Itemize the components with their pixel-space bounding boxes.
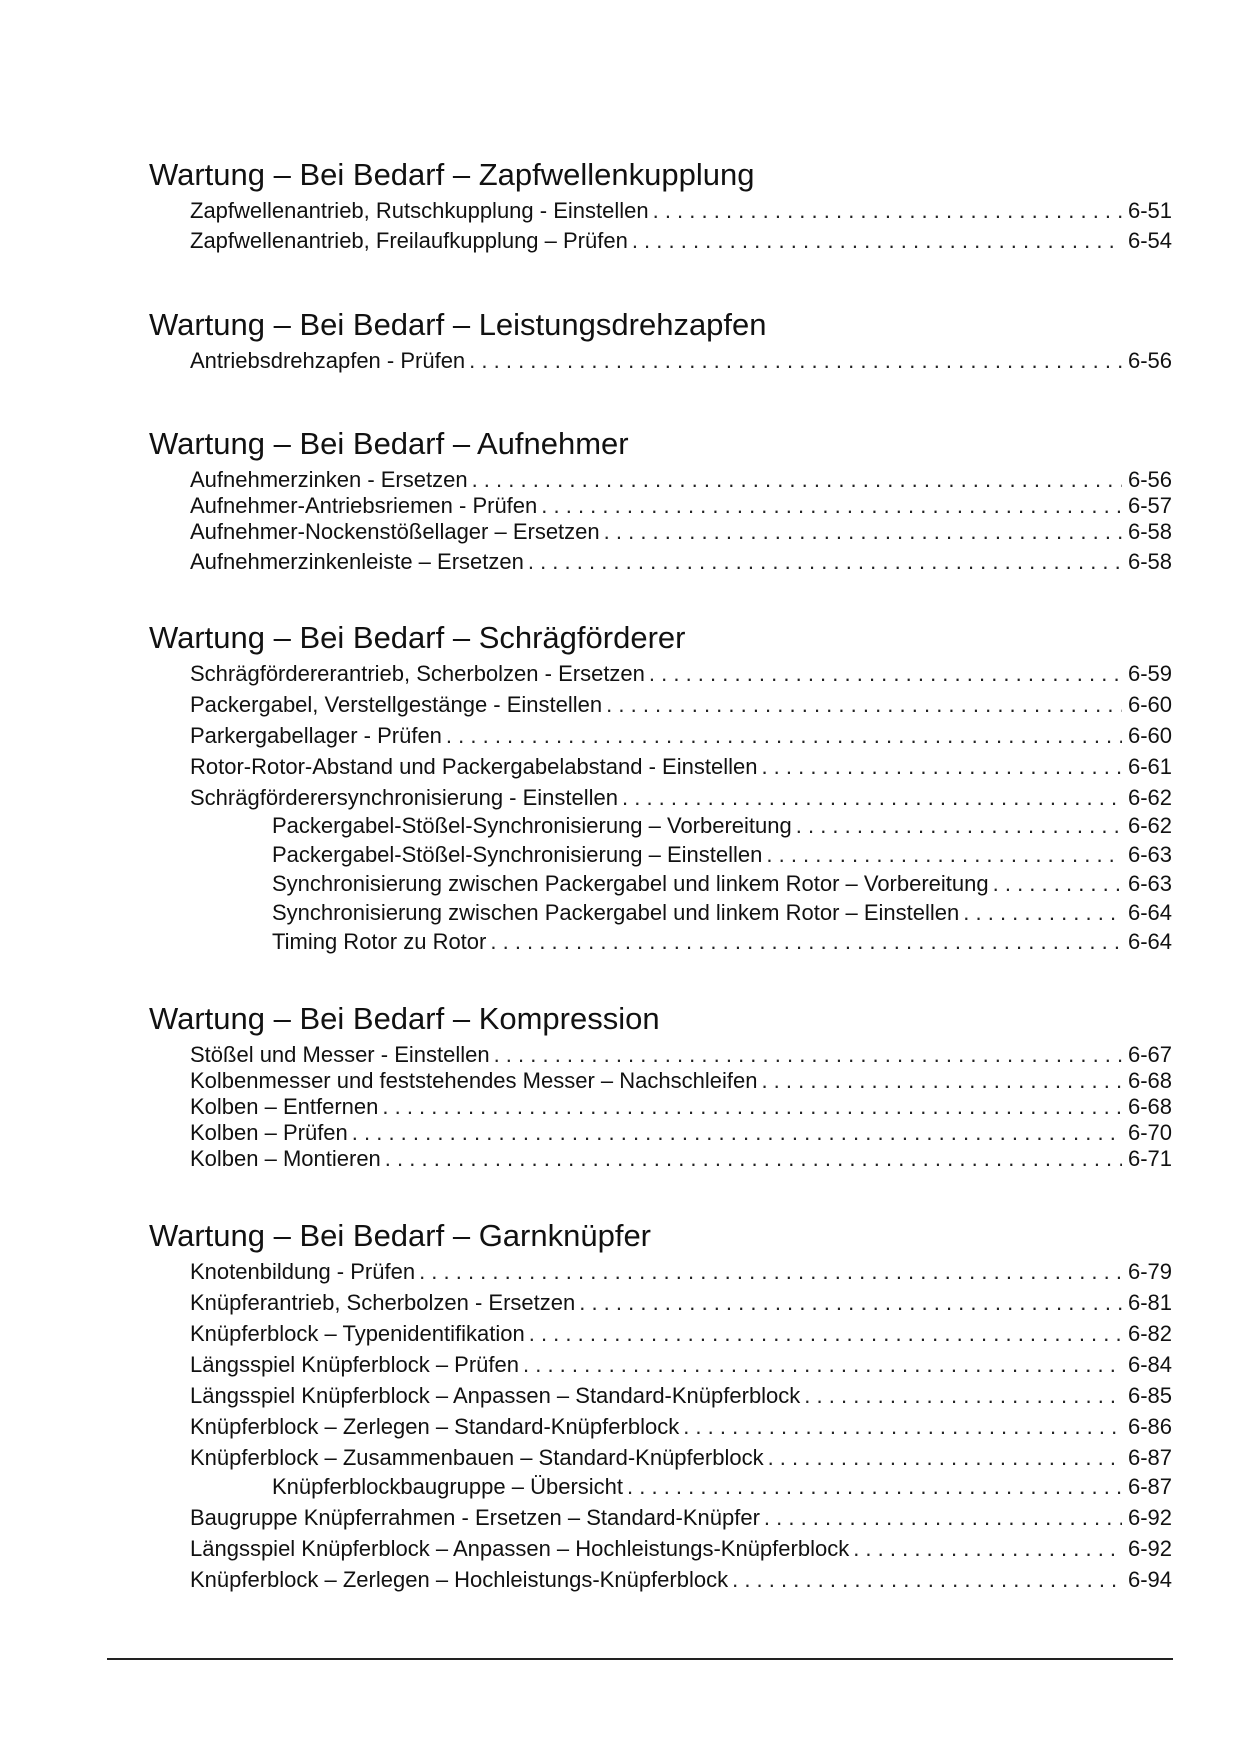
- toc-entry[interactable]: [190, 1567, 1172, 1598]
- entry-label: Kolben – Montieren: [190, 1146, 381, 1171]
- dot-leader: [649, 661, 1122, 687]
- section-heading: Wartung – Bei Bedarf – Schrägförderer: [149, 620, 686, 655]
- dot-leader: [653, 198, 1122, 224]
- entry-label: Rotor-Rotor-Abstand und Packergabelabstand - Einstellen: [190, 754, 758, 779]
- entry-label: Knüpferblockbaugruppe – Übersicht: [272, 1474, 624, 1499]
- entry-label: Knüpferblock – Typenidentifikation: [190, 1321, 525, 1346]
- entry-page-number: 6-62: [1127, 785, 1172, 810]
- toc-subentry[interactable]: [272, 900, 1172, 929]
- entry-label: Baugruppe Knüpferrahmen - Ersetzen – Standard-Knüpfer: [190, 1505, 760, 1530]
- entry-page-number: 6-71: [1127, 1146, 1172, 1171]
- toc-subentry[interactable]: [272, 871, 1172, 900]
- entry-page-number: 6-84: [1127, 1352, 1172, 1377]
- entry-page-number: 6-56: [1127, 467, 1172, 492]
- entry-label: Längsspiel Knüpferblock – Anpassen – Hochleistungs-Knüpferblock: [190, 1536, 850, 1561]
- entry-page-number: 6-68: [1127, 1068, 1172, 1093]
- section-heading: Wartung – Bei Bedarf – Leistungsdrehzapfen: [149, 307, 767, 342]
- toc-entry[interactable]: [190, 1120, 1172, 1146]
- section-heading: Wartung – Bei Bedarf – Aufnehmer: [149, 426, 629, 461]
- entry-page-number: 6-51: [1127, 198, 1172, 223]
- entry-page-number: 6-87: [1127, 1445, 1172, 1470]
- entry-label: Kolbenmesser und feststehendes Messer – Nachschleifen: [190, 1068, 758, 1093]
- toc-entry[interactable]: [190, 1536, 1172, 1567]
- toc-subentry[interactable]: [272, 813, 1172, 842]
- toc-section: [149, 307, 1172, 378]
- dot-leader: [963, 900, 1122, 926]
- dot-leader: [446, 723, 1122, 749]
- dot-leader: [622, 785, 1122, 811]
- entry-page-number: 6-63: [1127, 871, 1172, 896]
- entry-page-number: 6-68: [1127, 1094, 1172, 1119]
- entry-label: Aufnehmer-Antriebsriemen - Prüfen: [190, 493, 538, 518]
- dot-leader: [472, 467, 1122, 493]
- entry-label: Längsspiel Knüpferblock – Prüfen: [190, 1352, 519, 1377]
- toc-section: [149, 157, 1172, 258]
- entry-page-number: 6-60: [1127, 692, 1172, 717]
- entry-label: Synchronisierung zwischen Packergabel und linkem Rotor – Einstellen: [272, 900, 960, 925]
- toc-entry[interactable]: [190, 1321, 1172, 1352]
- entry-page-number: 6-58: [1127, 549, 1172, 574]
- entry-page-number: 6-92: [1127, 1536, 1172, 1561]
- entry-page-number: 6-86: [1127, 1414, 1172, 1439]
- toc-subentry[interactable]: [272, 842, 1172, 871]
- entry-label: Aufnehmerzinkenleiste – Ersetzen: [190, 549, 524, 574]
- entry-label: Längsspiel Knüpferblock – Anpassen – Standard-Knüpferblock: [190, 1383, 801, 1408]
- entry-label: Synchronisierung zwischen Packergabel und linkem Rotor – Vorbereitung: [272, 871, 989, 896]
- dot-leader: [732, 1567, 1122, 1593]
- entry-page-number: 6-82: [1127, 1321, 1172, 1346]
- toc-section: [149, 426, 1172, 579]
- entry-page-number: 6-60: [1127, 723, 1172, 748]
- entry-label: Stößel und Messer - Einstellen: [190, 1042, 490, 1067]
- entry-label: Zapfwellenantrieb, Rutschkupplung - Einstellen: [190, 198, 649, 223]
- dot-leader: [627, 1474, 1122, 1500]
- toc-entry[interactable]: [190, 1094, 1172, 1120]
- entry-page-number: 6-85: [1127, 1383, 1172, 1408]
- section-heading: Wartung – Bei Bedarf – Garnknüpfer: [149, 1218, 652, 1253]
- dot-leader: [528, 549, 1122, 575]
- toc-entry[interactable]: [190, 1505, 1172, 1536]
- toc-entry[interactable]: [190, 1042, 1172, 1068]
- dot-leader: [490, 929, 1122, 955]
- dot-leader: [804, 1383, 1122, 1409]
- dot-leader: [764, 1505, 1122, 1531]
- entry-label: Aufnehmerzinken - Ersetzen: [190, 467, 468, 492]
- entry-label: Kolben – Prüfen: [190, 1120, 348, 1145]
- toc-section: [149, 1001, 1172, 1172]
- toc-entry[interactable]: [190, 493, 1172, 519]
- entry-page-number: 6-56: [1127, 348, 1172, 373]
- toc-section: [149, 1218, 1172, 1598]
- dot-leader: [382, 1094, 1122, 1120]
- footer-rule: [107, 1658, 1173, 1660]
- toc-entry[interactable]: [190, 785, 1172, 813]
- entry-page-number: 6-64: [1127, 900, 1172, 925]
- entry-page-number: 6-67: [1127, 1042, 1172, 1067]
- entry-page-number: 6-70: [1127, 1120, 1172, 1145]
- entry-label: Knüpferantrieb, Scherbolzen - Ersetzen: [190, 1290, 576, 1315]
- entry-label: Schrägförderersynchronisierung - Einstellen: [190, 785, 618, 810]
- dot-leader: [541, 493, 1122, 519]
- dot-leader: [796, 813, 1122, 839]
- toc-entry[interactable]: [190, 549, 1172, 579]
- toc-entry[interactable]: [190, 348, 1172, 378]
- dot-leader: [579, 1290, 1122, 1316]
- dot-leader: [853, 1536, 1122, 1562]
- entry-label: Antriebsdrehzapfen - Prüfen: [190, 348, 466, 373]
- entry-page-number: 6-59: [1127, 661, 1172, 686]
- section-heading: Wartung – Bei Bedarf – Kompression: [149, 1001, 660, 1036]
- entry-page-number: 6-62: [1127, 813, 1172, 838]
- dot-leader: [352, 1120, 1122, 1146]
- entry-page-number: 6-79: [1127, 1259, 1172, 1284]
- dot-leader: [419, 1259, 1122, 1285]
- toc-subentry[interactable]: [272, 1474, 1172, 1505]
- toc-entry[interactable]: [190, 1146, 1172, 1172]
- toc-entry[interactable]: [190, 1445, 1172, 1474]
- entry-page-number: 6-64: [1127, 929, 1172, 954]
- toc-entry[interactable]: [190, 198, 1172, 228]
- toc-entry[interactable]: [190, 754, 1172, 785]
- entry-page-number: 6-58: [1127, 519, 1172, 544]
- dot-leader: [683, 1414, 1122, 1440]
- entry-label: Kolben – Entfernen: [190, 1094, 379, 1119]
- toc-entry[interactable]: [190, 1290, 1172, 1321]
- toc-entry[interactable]: [190, 1352, 1172, 1383]
- entry-label: Knüpferblock – Zerlegen – Standard-Knüpferblock: [190, 1414, 680, 1439]
- toc-subentry[interactable]: [272, 929, 1172, 958]
- dot-leader: [494, 1042, 1122, 1068]
- section-heading: Wartung – Bei Bedarf – Zapfwellenkupplung: [149, 157, 755, 192]
- entry-label: Packergabel-Stößel-Synchronisierung – Vorbereitung: [272, 813, 792, 838]
- entry-label: Parkergabellager - Prüfen: [190, 723, 442, 748]
- table-of-contents: [149, 157, 1172, 1598]
- entry-label: Timing Rotor zu Rotor: [272, 929, 487, 954]
- toc-entry[interactable]: [190, 1259, 1172, 1290]
- entry-label: Aufnehmer-Nockenstößellager – Ersetzen: [190, 519, 600, 544]
- entry-label: Knotenbildung - Prüfen: [190, 1259, 416, 1284]
- entry-page-number: 6-92: [1127, 1505, 1172, 1530]
- entry-label: Packergabel, Verstellgestänge - Einstellen: [190, 692, 603, 717]
- entry-label: Packergabel-Stößel-Synchronisierung – Einstellen: [272, 842, 763, 867]
- toc-entry[interactable]: [190, 1383, 1172, 1414]
- entry-page-number: 6-63: [1127, 842, 1172, 867]
- entry-label: Knüpferblock – Zusammenbauen – Standard-Knüpferblock: [190, 1445, 764, 1470]
- toc-section: [149, 620, 1172, 958]
- entry-label: Schrägfördererantrieb, Scherbolzen - Ersetzen: [190, 661, 645, 686]
- toc-entry[interactable]: [190, 661, 1172, 692]
- entry-label: Zapfwellenantrieb, Freilaufkupplung – Prüfen: [190, 228, 628, 253]
- dot-leader: [761, 754, 1122, 780]
- toc-entry[interactable]: [190, 467, 1172, 493]
- entry-page-number: 6-81: [1127, 1290, 1172, 1315]
- toc-entry[interactable]: [190, 723, 1172, 754]
- dot-leader: [768, 1445, 1122, 1471]
- dot-leader: [993, 871, 1122, 897]
- entry-page-number: 6-87: [1127, 1474, 1172, 1499]
- toc-entry[interactable]: [190, 692, 1172, 723]
- entry-label: Knüpferblock – Zerlegen – Hochleistungs-Knüpferblock: [190, 1567, 729, 1592]
- dot-leader: [385, 1146, 1122, 1172]
- dot-leader: [469, 348, 1122, 374]
- entry-page-number: 6-61: [1127, 754, 1172, 779]
- toc-entry[interactable]: [190, 1068, 1172, 1094]
- toc-entry[interactable]: [190, 519, 1172, 549]
- toc-entry[interactable]: [190, 1414, 1172, 1445]
- dot-leader: [523, 1352, 1122, 1378]
- entry-page-number: 6-54: [1127, 228, 1172, 253]
- dot-leader: [606, 692, 1122, 718]
- dot-leader: [766, 842, 1122, 868]
- dot-leader: [632, 228, 1122, 254]
- dot-leader: [761, 1068, 1122, 1094]
- entry-page-number: 6-94: [1127, 1567, 1172, 1592]
- toc-entry[interactable]: [190, 228, 1172, 258]
- entry-page-number: 6-57: [1127, 493, 1172, 518]
- dot-leader: [604, 519, 1122, 545]
- dot-leader: [529, 1321, 1122, 1347]
